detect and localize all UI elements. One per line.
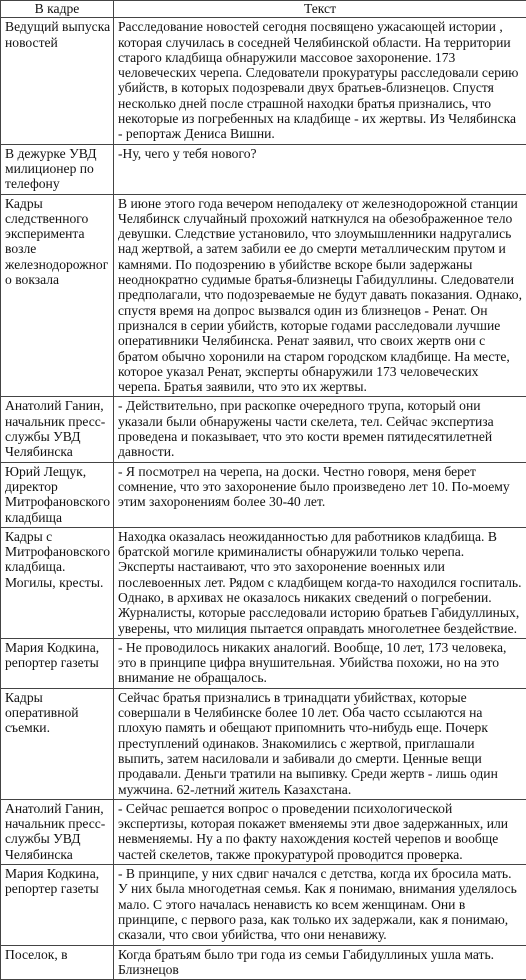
shot-cell: Ведущий выпуска новостей [1,18,114,144]
text-cell: В июне этого года вечером неподалеку от железнодорожной станции Челябинск случайный прохожий наткнулся на обезображенное тело девушки. Следствие установило, что злоумышленники надругались над жертвой, а затем забили ее до смерти металлическим прутом и камнями. По подозрению в убийстве вскоре были задержаны неоднократно судимые братья-близнецы Габидуллины. Следователи предполагали, что подозреваемые не будут давать показания. Однако, спустя время на допрос вызвался один из близнецов - Ренат. Он признался в серии убийств, которые годами расследовали лучшие оперативники Челябинска. Ренат заявил, что своих жертв они с братом обычно хоронили на старом городском кладбище. На месте, которое указал Ренат, эксперты обнаружили 173 человеческих черепа. Братья заявили, что это их жертвы. [114,194,526,397]
table-row [1,638,526,688]
text-cell: Расследование новостей сегодня посвящено ужасающей истории , которая случилась в соседней Челябинской области. На территории старого кладбища обнаружили массовое захоронение. 173 человеческих черепа. Следователи прокуратуры расследовали серию убийств, в которых подозревали двух братьев-близнецов. Спустя несколько дней после страшной находки братья признались, что некоторые из погребенных на кладбище - их жертвы. Из Челябинска - репортаж Дениса Вишни. [114,18,526,144]
header-row [1,1,526,18]
table-row [1,799,526,864]
shot-cell: В дежурке УВД милиционер по телефону [1,144,114,194]
table-row [1,462,526,527]
header-text: Текст [114,1,526,18]
text-cell: - Не проводилось никаких аналогий. Вообще, 10 лет, 173 человека, это в принципе цифра внушительная. Убийства похожи, но на это внимание не обращалось. [114,638,526,688]
table-row [1,144,526,194]
table-row [1,945,526,980]
text-cell: -Ну, чего у тебя нового? [114,144,526,194]
shot-cell: Мария Кодкина, репортер газеты [1,638,114,688]
shot-cell: Поселок, в [1,945,114,980]
table-row [1,194,526,397]
shot-cell: Кадры с Митрофановского кладбища. Могилы, кресты. [1,527,114,638]
shot-cell: Юрий Лещук, директор Митрофановского кладбища [1,462,114,527]
header-shot: В кадре [1,1,114,18]
shot-cell: Кадры оперативной съемки. [1,688,114,799]
table-row [1,527,526,638]
text-cell: - Действительно, при раскопке очередного трупа, который они указали были обнаружены части скелета, тел. Сейчас экспертиза проведена и показывает, что это кости времен пятидесятилетней давности. [114,397,526,462]
text-cell: - Я посмотрел на черепа, на доски. Честно говоря, меня берет сомнение, что это захоронение было произведено лет 10. По-моему этим захоронениям более 30-40 лет. [114,462,526,527]
shot-cell: Кадры следственного эксперимента возле железнодорожного вокзала [1,194,114,397]
text-cell: Когда братьям было три года из семьи Габидуллиных ушла мать. Близнецов [114,945,526,980]
table-row [1,865,526,945]
text-cell: - Сейчас решается вопрос о проведении психологической экспертизы, которая покажет вменяемы эти двое задержанных, или невменяемы. Ну а по факту нахождения костей черепов и вообще частей скелетов, также прокуратурой проводится проверка. [114,799,526,864]
text-cell: Сейчас братья признались в тринадцати убийствах, которые совершали в Челябинске более 10 лет. Оба часто ссылаются на плохую память и обещают припомнить что-нибудь еще. Почерк преступлений одинаков. Знакомились с жертвой, приглашали выпить, затем насиловали и забивали до смерти. Ценные вещи продавали. Деньги тратили на выпивку. Среди жертв - лишь один мужчина. 62-летний житель Казахстана. [114,688,526,799]
table-row [1,18,526,144]
table-row [1,397,526,462]
shot-cell: Мария Кодкина, репортер газеты [1,865,114,945]
text-cell: Находка оказалась неожиданностью для работников кладбища. В братской могиле криминалисты обнаружили только черепа. Эксперты настаивают, что это захоронение военных или послевоенных лет. Рядом с кладбищем когда-то находился госпиталь. Однако, в архивах не оказалось никаких сведений о погребении. Журналисты, которые расследовали историю братьев Габидуллиных, уверены, что милиция пытается оправдать многолетнее бездействие. [114,527,526,638]
shot-cell: Анатолий Ганин, начальник пресс-службы УВД Челябинска [1,799,114,864]
table-row [1,688,526,799]
text-cell: - В принципе, у них сдвиг начался с детства, когда их бросила мать. У них была многодетная семья. Как я понимаю, внимания уделялось мало. С этого началась ненависть ко всем женщинам. Они в принципе, с первого раза, как только их задержали, как я понимаю, сказали, что свои убийства, что они ненавижу. [114,865,526,945]
shot-cell: Анатолий Ганин, начальник пресс-службы УВД Челябинска [1,397,114,462]
